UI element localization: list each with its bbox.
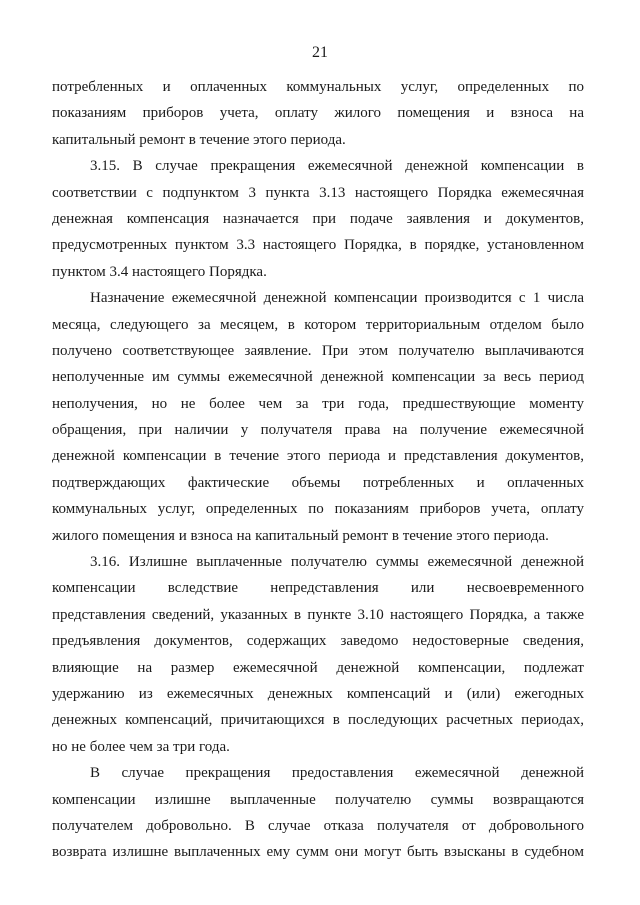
text-line: представления сведений, указанных в пункте 3.10 настоящего Порядка, а также: [52, 606, 584, 623]
text-line: получено соответствующее заявление. При этом получателю выплачиваются: [52, 342, 584, 359]
text-line: неполученные им суммы ежемесячной денежной компенсации за весь период: [52, 369, 584, 386]
document-body: [52, 74, 584, 866]
text-line: жилого помещения и взноса на капитальный ремонт в течение этого периода.: [52, 527, 549, 544]
text-line: месяца, следующего за месяцем, в котором территориальным отделом было: [52, 316, 584, 333]
text-line: пунктом 3.4 настоящего Порядка.: [52, 263, 267, 280]
text-line: 3.15. В случае прекращения ежемесячной денежной компенсации в: [90, 158, 584, 175]
paragraph-3-16: [52, 549, 584, 760]
text-line: соответствии с подпунктом 3 пункта 3.13 настоящего Порядка ежемесячная: [52, 184, 584, 201]
text-line: предъявления документов, содержащих заведомо недостоверные сведения,: [52, 633, 584, 650]
text-line: денежных компенсаций, причитающихся в последующих расчетных периодах,: [52, 712, 584, 729]
text-line: потребленных и оплаченных коммунальных услуг, определенных по: [52, 79, 584, 95]
text-line: подтверждающих фактические объемы потребленных и оплаченных: [52, 474, 584, 491]
text-line: В случае прекращения предоставления ежемесячной денежной: [90, 765, 584, 782]
text-line: компенсации излишне выплаченные получателю суммы возвращаются: [52, 791, 584, 808]
paragraph-continuation: [52, 74, 584, 153]
text-line: денежной компенсации в течение этого периода и представления документов,: [52, 448, 584, 465]
text-line: предусмотренных пунктом 3.3 настоящего Порядка, в порядке, установленном: [52, 237, 584, 254]
text-line: показаниям приборов учета, оплату жилого помещения и взноса на: [52, 105, 584, 122]
text-line: возврата излишне выплаченных ему сумм они могут быть взысканы в судебном: [52, 844, 584, 861]
text-line: компенсации вследствие непредставления или несвоевременного: [52, 580, 584, 597]
text-line: влияющие на размер ежемесячной денежной компенсации, подлежат: [52, 659, 584, 676]
text-line: получателем добровольно. В случае отказа получателя от добровольного: [52, 817, 584, 834]
text-line: обращения, при наличии у получателя права на получение ежемесячной: [52, 422, 584, 439]
page-number: 21: [312, 44, 328, 61]
text-line: коммунальных услуг, определенных по показаниям приборов учета, оплату: [52, 501, 584, 518]
paragraph-assignment: [52, 285, 584, 549]
text-line: неполучения, но не более чем за три года, предшествующие моменту: [52, 395, 584, 412]
paragraph-termination: [52, 760, 584, 866]
text-line: но не более чем за три года.: [52, 738, 230, 755]
text-line: 3.16. Излишне выплаченные получателю суммы ежемесячной денежной: [90, 554, 584, 571]
text-line: капитальный ремонт в течение этого периода.: [52, 131, 346, 148]
text-line: Назначение ежемесячной денежной компенсации производится с 1 числа: [90, 290, 584, 307]
paragraph-3-15: [52, 153, 584, 285]
text-line: удержанию из ежемесячных денежных компенсаций и (или) ежегодных: [52, 685, 584, 702]
text-line: денежная компенсация назначается при подаче заявления и документов,: [52, 210, 584, 227]
